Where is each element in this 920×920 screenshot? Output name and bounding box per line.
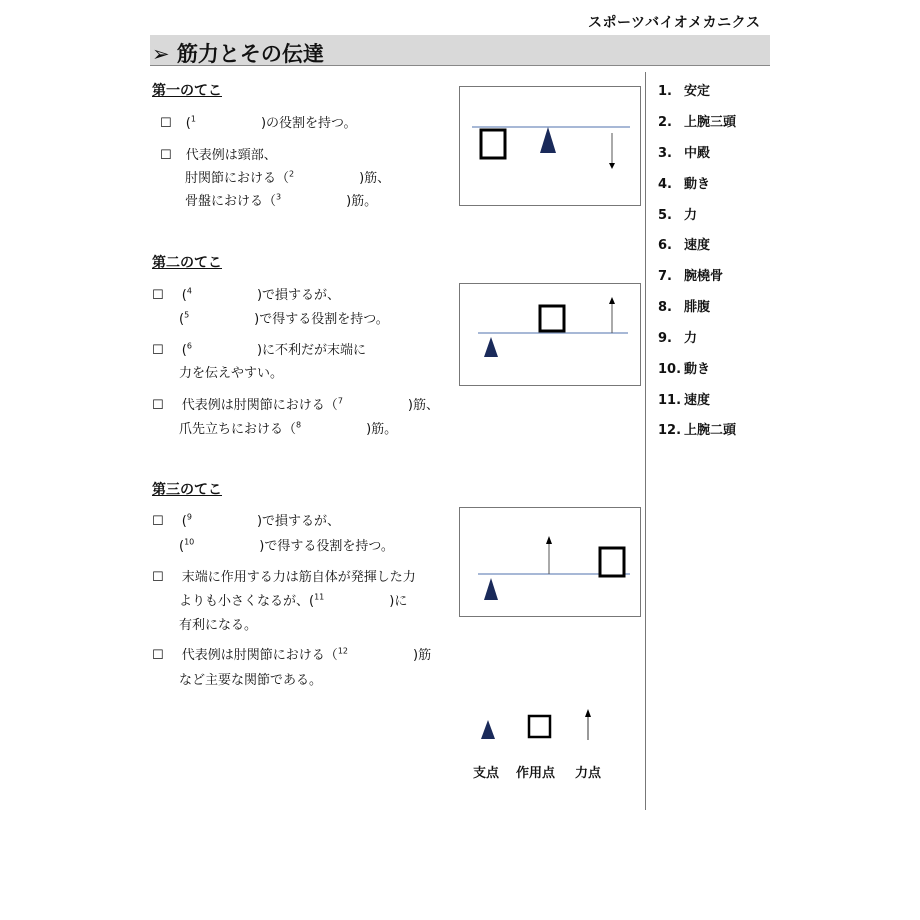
load-square-icon (540, 306, 564, 331)
fulcrum-triangle-icon (484, 578, 498, 600)
answer-item: 2. 上腕三頭 (658, 115, 737, 130)
section-title-2: 第二のてこ (152, 255, 222, 271)
answer-item: 1. 安定 (658, 84, 711, 99)
answer-item: 11. 速度 (658, 393, 711, 408)
fulcrum-triangle-icon (484, 337, 498, 357)
checkbox-icon: ☐ (160, 148, 172, 163)
list-item: ☐ ($^9$ )で損するが、 (152, 512, 341, 529)
legend-load-label: 作用点 (516, 766, 556, 781)
list-item: ☐ 代表例は肘関節における（$^{12}$ )筋 (152, 646, 432, 663)
list-item: よりも小さくなるが、($^{11}$ )に (179, 592, 408, 609)
load-square-icon (481, 130, 505, 158)
checkbox-icon: ☐ (152, 288, 164, 303)
page-title (152, 38, 324, 68)
list-item: 骨盤における（$^3$ )筋。 (185, 192, 378, 209)
title-label: 筋力とその伝達 (176, 42, 324, 66)
legend-effort-head (585, 709, 591, 717)
checkbox-icon: ☐ (152, 398, 164, 413)
list-item: 肘関節における（$^2$ )筋、 (185, 169, 391, 186)
effort-arrow-head (609, 297, 615, 304)
list-item: 有利になる。 (179, 618, 258, 633)
list-item: ($^{10}$ )で得する役割を持つ。 (179, 537, 394, 554)
lever-diagram-1 (459, 86, 641, 206)
list-item: ☐ 代表例は頸部、 (160, 148, 277, 163)
legend-svg (475, 706, 615, 746)
list-item: ☐ 末端に作用する力は筋自体が発揮した力 (152, 570, 416, 585)
load-square-icon (600, 548, 624, 576)
third-class-lever-svg (460, 508, 640, 616)
answer-item: 7. 腕橈骨 (658, 269, 724, 284)
checkbox-icon: ☐ (152, 514, 164, 529)
list-item: 爪先立ちにおける（$^8$ )筋。 (179, 420, 398, 437)
title-arrow-icon: ➢ (152, 42, 170, 66)
legend-fulcrum-label: 支点 (473, 766, 500, 781)
fulcrum-triangle-icon (540, 127, 556, 153)
section-title-3: 第三のてこ (152, 482, 222, 498)
answer-item: 9. 力 (658, 331, 698, 346)
list-item: ($^5$ )で得する役割を持つ。 (179, 310, 389, 327)
answer-item: 8. 腓腹 (658, 300, 711, 315)
effort-arrow-head (546, 536, 552, 544)
lever-diagram-2 (459, 283, 641, 386)
checkbox-icon: ☐ (160, 116, 172, 131)
answer-item: 12. 上腕二頭 (658, 423, 737, 438)
list-item: 力を伝えやすい。 (179, 366, 284, 381)
answer-item: 10. 動き (658, 362, 711, 377)
course-name: スポーツバイオメカニクス (588, 15, 761, 31)
list-item: ☐ ($^6$ )に不利だが末端に (152, 341, 367, 358)
checkbox-icon: ☐ (152, 648, 164, 663)
column-divider (645, 72, 646, 810)
lever-diagram-3 (459, 507, 641, 617)
section-title-1: 第一のてこ (152, 83, 222, 99)
answer-item: 5. 力 (658, 208, 698, 223)
first-class-lever-svg (460, 87, 640, 205)
legend-load-icon (529, 716, 550, 737)
effort-arrow-head (609, 163, 615, 169)
list-item: ☐ ($^4$ )で損するが、 (152, 286, 341, 303)
answer-item: 4. 動き (658, 177, 711, 192)
list-item: など主要な関節である。 (179, 673, 323, 688)
legend-effort-label: 力点 (575, 766, 602, 781)
list-item: ☐ 代表例は肘関節における（$^7$ )筋、 (152, 396, 439, 413)
answer-item: 3. 中殿 (658, 146, 711, 161)
legend-symbols (475, 706, 615, 746)
checkbox-icon: ☐ (152, 343, 164, 358)
list-item: ☐ ($^1$ )の役割を持つ。 (160, 114, 357, 131)
second-class-lever-svg (460, 284, 640, 385)
answer-item: 6. 速度 (658, 238, 711, 253)
legend-fulcrum-icon (481, 720, 495, 739)
checkbox-icon: ☐ (152, 570, 164, 585)
